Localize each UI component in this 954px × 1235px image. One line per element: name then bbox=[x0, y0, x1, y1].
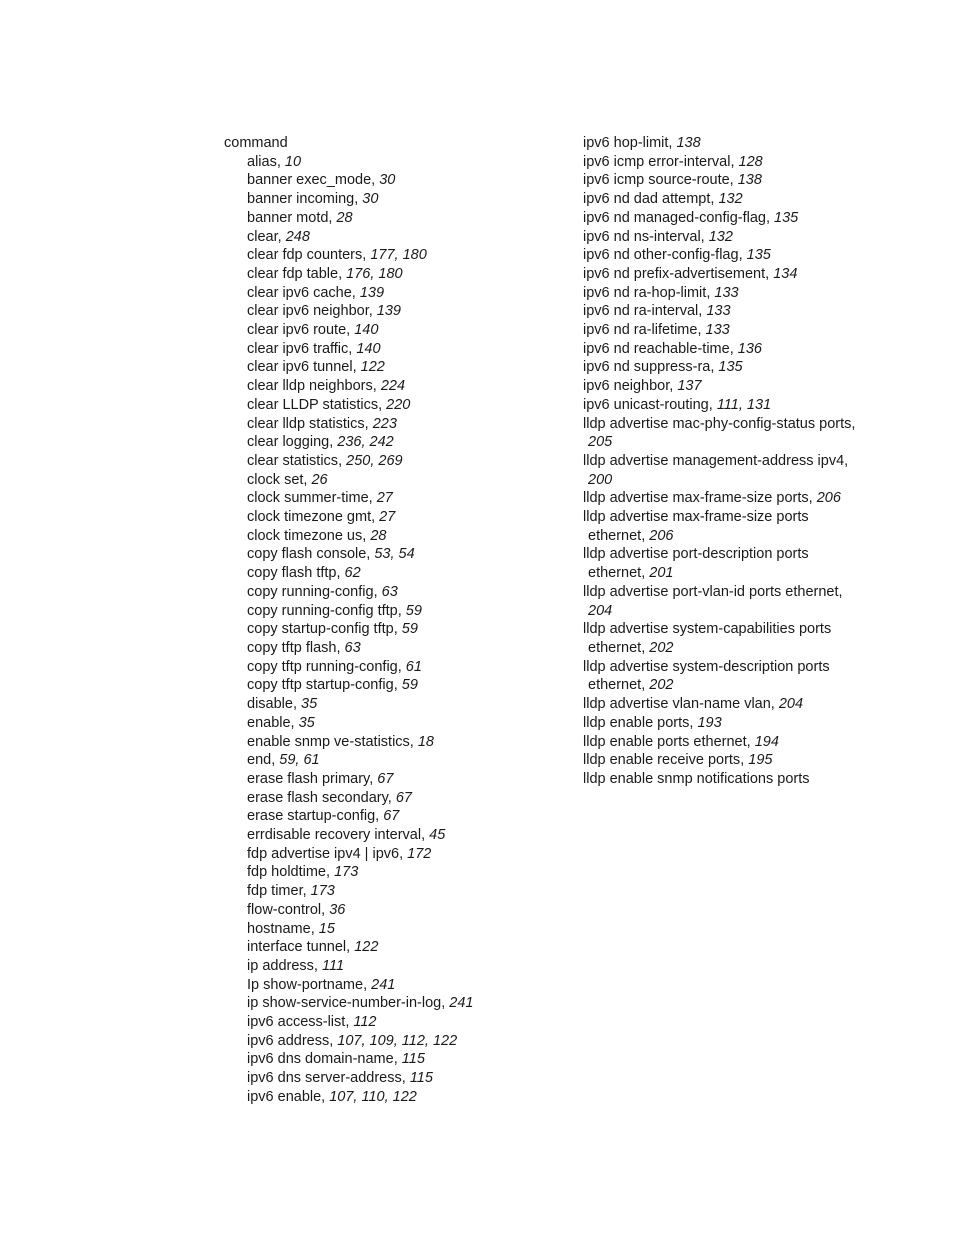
index-entry: errdisable recovery interval, 45 bbox=[247, 827, 446, 844]
index-term: ipv6 nd ra-interval bbox=[583, 303, 699, 320]
index-entry: lldp advertise max-frame-size ports, 206 bbox=[583, 490, 841, 507]
index-term: enable bbox=[247, 714, 291, 731]
index-term: ipv6 nd managed-config-flag bbox=[583, 209, 766, 226]
index-entry: clear logging, 236, 242 bbox=[247, 434, 394, 451]
index-page-refs: 63 bbox=[344, 639, 361, 656]
index-entry: end, 59, 61 bbox=[247, 752, 320, 769]
index-entry: clock timezone gmt, 27 bbox=[247, 509, 396, 526]
index-page-refs: 138 bbox=[737, 172, 762, 189]
index-page-refs: 223 bbox=[372, 415, 397, 432]
index-entry: ipv6 hop-limit, 138 bbox=[583, 135, 701, 151]
index-entry bbox=[583, 452, 883, 489]
index-term: ipv6 dns domain-name bbox=[247, 1051, 394, 1068]
index-term: clear ipv6 traffic bbox=[247, 340, 349, 357]
index-term: lldp advertise max-frame-size ports bbox=[583, 509, 809, 526]
index-page-refs: 195 bbox=[748, 752, 773, 769]
index-entry: banner incoming, 30 bbox=[247, 191, 379, 208]
index-page-refs: 139 bbox=[359, 284, 385, 301]
index-entry-continuation bbox=[583, 433, 883, 452]
index-page-refs: 122 bbox=[354, 939, 379, 956]
index-page-refs: 111, 131 bbox=[716, 396, 772, 413]
index-entry: clear lldp statistics, 223 bbox=[247, 415, 397, 432]
index-page-refs: 241 bbox=[371, 976, 396, 993]
index-entry: ipv6 access-list, 112 bbox=[247, 1014, 377, 1031]
index-entry: copy flash tftp, 62 bbox=[247, 565, 361, 582]
index-page-refs: 139 bbox=[376, 303, 401, 320]
index-page-refs: 133 bbox=[706, 303, 731, 320]
index-term: alias bbox=[247, 153, 277, 170]
index-entry-list-right bbox=[583, 134, 883, 789]
index-term-continued: ethernet bbox=[588, 527, 642, 544]
index-page-refs: 177, 180 bbox=[370, 247, 427, 264]
index-term: clear statistics bbox=[247, 452, 339, 469]
index-entry-continuation bbox=[583, 602, 883, 621]
index-page-refs: 194 bbox=[754, 733, 779, 750]
index-entry bbox=[583, 620, 883, 657]
index-term: banner exec_mode bbox=[247, 172, 372, 189]
index-term: ipv6 nd ns-interval bbox=[583, 228, 701, 245]
index-page-refs: 136 bbox=[737, 340, 762, 357]
index-page-refs: 15 bbox=[318, 920, 335, 937]
index-term: clear fdp table bbox=[247, 265, 339, 282]
index-term: ipv6 nd ra-lifetime bbox=[583, 322, 698, 339]
index-page-refs: 59, 61 bbox=[279, 752, 320, 769]
index-term: lldp advertise port-vlan-id ports ethernet, bbox=[583, 583, 843, 600]
index-page-refs: 140 bbox=[356, 340, 381, 357]
index-page-refs: 248 bbox=[285, 228, 310, 245]
index-page-refs: 132 bbox=[718, 191, 743, 208]
index-entry: clear ipv6 traffic, 140 bbox=[247, 340, 381, 357]
index-entry: ipv6 unicast-routing, 111, 131 bbox=[583, 396, 772, 413]
index-entry-continuation: ethernet, 201 bbox=[588, 565, 674, 582]
index-heading-command: command bbox=[224, 135, 288, 151]
index-entry: copy tftp flash, 63 bbox=[247, 639, 361, 656]
index-page-refs: 27 bbox=[376, 490, 393, 507]
index-page-refs: 35 bbox=[298, 714, 315, 731]
index-entry: ipv6 nd ra-interval, 133 bbox=[583, 303, 731, 320]
index-term: ipv6 nd dad attempt bbox=[583, 191, 711, 208]
index-entry: ipv6 icmp error-interval, 128 bbox=[583, 153, 763, 170]
index-entry-continuation: ethernet, 206 bbox=[588, 527, 674, 544]
index-entry: clear ipv6 route, 140 bbox=[247, 322, 379, 339]
index-term: lldp advertise system-description ports bbox=[583, 658, 830, 675]
index-page-refs: 173 bbox=[310, 883, 335, 900]
index-page-refs: 205 bbox=[588, 434, 613, 451]
index-entry: clear fdp counters, 177, 180 bbox=[247, 247, 427, 264]
index-entry: clear ipv6 cache, 139 bbox=[247, 284, 385, 301]
index-page-refs: 133 bbox=[714, 284, 739, 301]
index-term: clear ipv6 cache bbox=[247, 284, 352, 301]
index-page-refs: 134 bbox=[773, 265, 798, 282]
index-term: hostname bbox=[247, 920, 311, 937]
index-term: lldp advertise mac-phy-config-status ports, bbox=[583, 415, 856, 432]
index-page-refs: 173 bbox=[334, 864, 359, 881]
index-entry: alias, 10 bbox=[247, 153, 302, 170]
index-entry: ipv6 icmp source-route, 138 bbox=[583, 172, 762, 189]
index-page-refs: 176, 180 bbox=[346, 265, 403, 282]
index-page-refs: 107, 109, 112, 122 bbox=[337, 1032, 458, 1049]
index-term: lldp advertise port-description ports bbox=[583, 546, 809, 563]
index-term: ip show-service-number-in-log bbox=[247, 995, 442, 1012]
index-term: copy running-config tftp bbox=[247, 602, 398, 619]
index-page-refs: 172 bbox=[407, 845, 432, 862]
index-entry: ipv6 dns server-address, 115 bbox=[247, 1070, 433, 1087]
index-entry: clock set, 26 bbox=[247, 471, 328, 488]
index-entry: lldp enable ports ethernet, 194 bbox=[583, 733, 779, 750]
index-term: clear fdp counters bbox=[247, 247, 363, 264]
index-page-refs: 241 bbox=[449, 995, 474, 1012]
index-entry bbox=[583, 415, 883, 452]
index-entry bbox=[583, 508, 883, 545]
index-entry: ipv6 nd reachable-time, 136 bbox=[583, 340, 762, 357]
index-page-refs: 115 bbox=[401, 1051, 425, 1068]
index-term: ipv6 address bbox=[247, 1032, 330, 1049]
index-page-refs: 59 bbox=[405, 602, 422, 619]
index-page-refs: 61 bbox=[405, 658, 422, 675]
index-entry: clear ipv6 tunnel, 122 bbox=[247, 359, 385, 376]
index-page-refs: 36 bbox=[329, 901, 346, 918]
index-page-refs: 122 bbox=[360, 359, 385, 376]
index-page-refs: 135 bbox=[774, 209, 799, 226]
index-entry: clear, 248 bbox=[247, 228, 310, 245]
index-term: erase flash secondary bbox=[247, 789, 388, 806]
index-entry: lldp enable ports, 193 bbox=[583, 714, 722, 731]
index-term: clear lldp statistics bbox=[247, 415, 365, 432]
index-page-refs: 67 bbox=[383, 808, 400, 825]
index-term-continued: ethernet bbox=[588, 677, 642, 694]
index-entry: lldp enable receive ports, 195 bbox=[583, 752, 773, 769]
index-entry: banner motd, 28 bbox=[247, 209, 353, 226]
index-term: copy tftp running-config bbox=[247, 658, 398, 675]
index-term: fdp timer bbox=[247, 883, 303, 900]
index-entry: ipv6 nd ra-lifetime, 133 bbox=[583, 322, 730, 339]
index-page-refs: 132 bbox=[708, 228, 733, 245]
index-entry: ipv6 nd ns-interval, 132 bbox=[583, 228, 733, 245]
index-page-refs: 220 bbox=[386, 396, 411, 413]
index-page-refs: 63 bbox=[381, 583, 398, 600]
index-entry bbox=[583, 583, 883, 620]
index-term: copy flash tftp bbox=[247, 565, 337, 582]
index-term: disable bbox=[247, 696, 293, 713]
index-term: ipv6 nd reachable-time bbox=[583, 340, 730, 357]
index-term: clear logging bbox=[247, 434, 330, 451]
index-page-refs: 107, 110, 122 bbox=[329, 1088, 417, 1105]
index-entry: fdp holdtime, 173 bbox=[247, 864, 359, 881]
index-term: clock timezone gmt bbox=[247, 509, 372, 526]
index-page-refs: 53, 54 bbox=[374, 546, 415, 563]
index-entry: copy tftp startup-config, 59 bbox=[247, 677, 418, 694]
index-term: Ip show-portname bbox=[247, 976, 364, 993]
index-entry-continuation bbox=[583, 471, 883, 490]
index-entry: hostname, 15 bbox=[247, 920, 335, 937]
index-term: flow-control bbox=[247, 901, 322, 918]
index-page-refs: 193 bbox=[697, 714, 722, 731]
index-entry: ipv6 enable, 107, 110, 122 bbox=[247, 1088, 417, 1105]
index-term: clear ipv6 route bbox=[247, 322, 347, 339]
index-entry: lldp advertise vlan-name vlan, 204 bbox=[583, 696, 804, 713]
index-entry: ipv6 nd dad attempt, 132 bbox=[583, 191, 743, 208]
index-page-refs: 202 bbox=[649, 639, 674, 656]
index-page-refs: 138 bbox=[676, 135, 701, 151]
index-term: ipv6 dns server-address bbox=[247, 1070, 402, 1087]
index-page-refs: 30 bbox=[379, 172, 396, 189]
index-term: errdisable recovery interval bbox=[247, 827, 422, 844]
index-entry: ip show-service-number-in-log, 241 bbox=[247, 995, 474, 1012]
index-term: interface tunnel bbox=[247, 939, 347, 956]
index-page-refs: 206 bbox=[649, 527, 674, 544]
index-entry: ipv6 neighbor, 137 bbox=[583, 378, 702, 395]
index-term: fdp advertise ipv4 | ipv6 bbox=[247, 845, 400, 862]
index-term: ipv6 nd other-config-flag bbox=[583, 247, 739, 264]
index-entry: clear ipv6 neighbor, 139 bbox=[247, 303, 401, 320]
index-term: lldp advertise vlan-name vlan bbox=[583, 696, 771, 713]
index-entry: copy running-config, 63 bbox=[247, 583, 398, 600]
index-page-refs: 224 bbox=[380, 378, 406, 395]
index-page-refs: 200 bbox=[588, 471, 613, 488]
index-term: ipv6 neighbor bbox=[583, 378, 670, 395]
index-page-refs: 135 bbox=[746, 247, 771, 264]
index-entry: clear statistics, 250, 269 bbox=[247, 452, 403, 469]
index-term: end bbox=[247, 752, 272, 769]
index-term: lldp advertise management-address ipv4, bbox=[583, 452, 849, 469]
index-entry: erase startup-config, 67 bbox=[247, 808, 400, 825]
index-term: enable snmp ve-statistics bbox=[247, 733, 410, 750]
index-term: banner motd bbox=[247, 209, 329, 226]
index-term: copy tftp flash bbox=[247, 639, 337, 656]
index-entry: ipv6 nd suppress-ra, 135 bbox=[583, 359, 743, 376]
index-term: copy flash console bbox=[247, 546, 367, 563]
index-term: lldp enable snmp notifications ports bbox=[583, 770, 810, 787]
index-term-continued: ethernet bbox=[588, 639, 642, 656]
index-page-refs: 26 bbox=[311, 471, 328, 488]
index-term: ipv6 access-list bbox=[247, 1014, 346, 1031]
index-term: clear ipv6 neighbor bbox=[247, 303, 369, 320]
index-entry: fdp advertise ipv4 | ipv6, 172 bbox=[247, 845, 432, 862]
index-term: erase flash primary bbox=[247, 770, 370, 787]
index-page-refs: 111 bbox=[321, 957, 345, 974]
index-entry: erase flash secondary, 67 bbox=[247, 789, 412, 806]
index-term: ip address bbox=[247, 957, 314, 974]
index-page-refs: 202 bbox=[649, 677, 674, 694]
index-page-refs: 28 bbox=[370, 527, 387, 544]
index-entry: ipv6 address, 107, 109, 112, 122 bbox=[247, 1032, 458, 1049]
index-page-refs: 250, 269 bbox=[346, 452, 403, 469]
index-term: lldp enable ports ethernet bbox=[583, 733, 747, 750]
index-page-refs: 28 bbox=[336, 209, 353, 226]
index-page-refs: 30 bbox=[362, 191, 379, 208]
index-term: ipv6 nd ra-hop-limit bbox=[583, 284, 707, 301]
index-term: erase startup-config bbox=[247, 808, 376, 825]
index-term: clear lldp neighbors bbox=[247, 378, 373, 395]
index-term: lldp enable receive ports bbox=[583, 752, 741, 769]
index-page-refs: 135 bbox=[718, 359, 743, 376]
index-entry: ipv6 nd managed-config-flag, 135 bbox=[583, 209, 799, 226]
index-page-refs: 140 bbox=[354, 322, 379, 339]
index-entry: clear lldp neighbors, 224 bbox=[247, 378, 406, 395]
index-entry: banner exec_mode, 30 bbox=[247, 172, 396, 189]
index-column-right bbox=[583, 134, 883, 789]
index-term: ipv6 nd prefix-advertisement bbox=[583, 265, 766, 282]
index-entry bbox=[583, 770, 883, 789]
index-term: clear ipv6 tunnel bbox=[247, 359, 353, 376]
index-page-refs: 236, 242 bbox=[337, 434, 394, 451]
index-term: lldp advertise max-frame-size ports bbox=[583, 490, 809, 507]
index-page-refs: 67 bbox=[377, 770, 394, 787]
index-term: ipv6 nd suppress-ra bbox=[583, 359, 711, 376]
index-page-refs: 67 bbox=[395, 789, 412, 806]
index-term: clear LLDP statistics bbox=[247, 396, 379, 413]
index-column-left bbox=[224, 134, 544, 1107]
index-term: ipv6 icmp source-route bbox=[583, 172, 730, 189]
index-page-refs: 201 bbox=[649, 565, 674, 582]
index-entry: copy running-config tftp, 59 bbox=[247, 602, 422, 619]
index-page-refs: 45 bbox=[429, 827, 446, 844]
index-page-refs: 62 bbox=[344, 565, 361, 582]
index-term: banner incoming bbox=[247, 191, 355, 208]
index-term: lldp enable ports bbox=[583, 714, 690, 731]
index-page-refs: 128 bbox=[738, 153, 763, 170]
index-page-refs: 59 bbox=[401, 621, 418, 638]
index-entry: Ip show-portname, 241 bbox=[247, 976, 396, 993]
index-entry: disable, 35 bbox=[247, 696, 318, 713]
index-entry: copy flash console, 53, 54 bbox=[247, 546, 415, 563]
index-entry-continuation: ethernet, 202 bbox=[588, 639, 674, 656]
index-entry: ipv6 nd prefix-advertisement, 134 bbox=[583, 265, 798, 282]
index-entry bbox=[583, 658, 883, 695]
index-term: clock set bbox=[247, 471, 304, 488]
index-term: ipv6 enable bbox=[247, 1088, 322, 1105]
index-term: copy startup-config tftp bbox=[247, 621, 394, 638]
index-entry: ipv6 nd other-config-flag, 135 bbox=[583, 247, 771, 264]
index-entry: ipv6 dns domain-name, 115 bbox=[247, 1051, 425, 1068]
index-page-refs: 204 bbox=[778, 696, 804, 713]
index-entry: copy tftp running-config, 61 bbox=[247, 658, 422, 675]
index-page-refs: 35 bbox=[301, 696, 318, 713]
index-term: ipv6 hop-limit bbox=[583, 135, 669, 151]
index-entry-continuation: ethernet, 202 bbox=[588, 677, 674, 694]
index-page-refs: 133 bbox=[705, 322, 730, 339]
index-term: lldp advertise system-capabilities ports bbox=[583, 621, 832, 638]
index-page-refs: 59 bbox=[401, 677, 418, 694]
index-page-refs: 115 bbox=[409, 1070, 433, 1087]
index-entry-list-left bbox=[224, 153, 544, 1107]
index-entry: fdp timer, 173 bbox=[247, 883, 335, 900]
index-term: clear bbox=[247, 228, 278, 245]
index-term-continued: ethernet bbox=[588, 565, 642, 582]
index-term: clock timezone us bbox=[247, 527, 363, 544]
index-entry: enable snmp ve-statistics, 18 bbox=[247, 733, 434, 750]
index-term: copy tftp startup-config bbox=[247, 677, 394, 694]
index-entry: clear fdp table, 176, 180 bbox=[247, 265, 403, 282]
index-entry: enable, 35 bbox=[247, 714, 315, 731]
index-page-refs: 10 bbox=[284, 153, 302, 170]
index-term: ipv6 unicast-routing bbox=[583, 396, 709, 413]
index-page-refs: 206 bbox=[816, 490, 841, 507]
index-term: fdp holdtime bbox=[247, 864, 326, 881]
index-page-refs: 112 bbox=[353, 1014, 377, 1031]
index-entry: clock timezone us, 28 bbox=[247, 527, 387, 544]
index-entry: ip address, 111 bbox=[247, 957, 345, 974]
index-term: ipv6 icmp error-interval bbox=[583, 153, 731, 170]
index-entry: flow-control, 36 bbox=[247, 901, 346, 918]
index-entry: clear LLDP statistics, 220 bbox=[247, 396, 411, 413]
index-page-refs: 27 bbox=[379, 509, 396, 526]
index-entry: copy startup-config tftp, 59 bbox=[247, 621, 418, 638]
index-term: clock summer-time bbox=[247, 490, 369, 507]
index-page-refs: 204 bbox=[588, 602, 613, 619]
index-entry: erase flash primary, 67 bbox=[247, 770, 394, 787]
index-entry: ipv6 nd ra-hop-limit, 133 bbox=[583, 284, 739, 301]
index-term: copy running-config bbox=[247, 583, 374, 600]
index-entry: interface tunnel, 122 bbox=[247, 939, 379, 956]
index-page-refs: 18 bbox=[417, 733, 434, 750]
index-page-refs: 137 bbox=[677, 378, 702, 395]
index-entry bbox=[583, 545, 883, 582]
index-entry: clock summer-time, 27 bbox=[247, 490, 393, 507]
